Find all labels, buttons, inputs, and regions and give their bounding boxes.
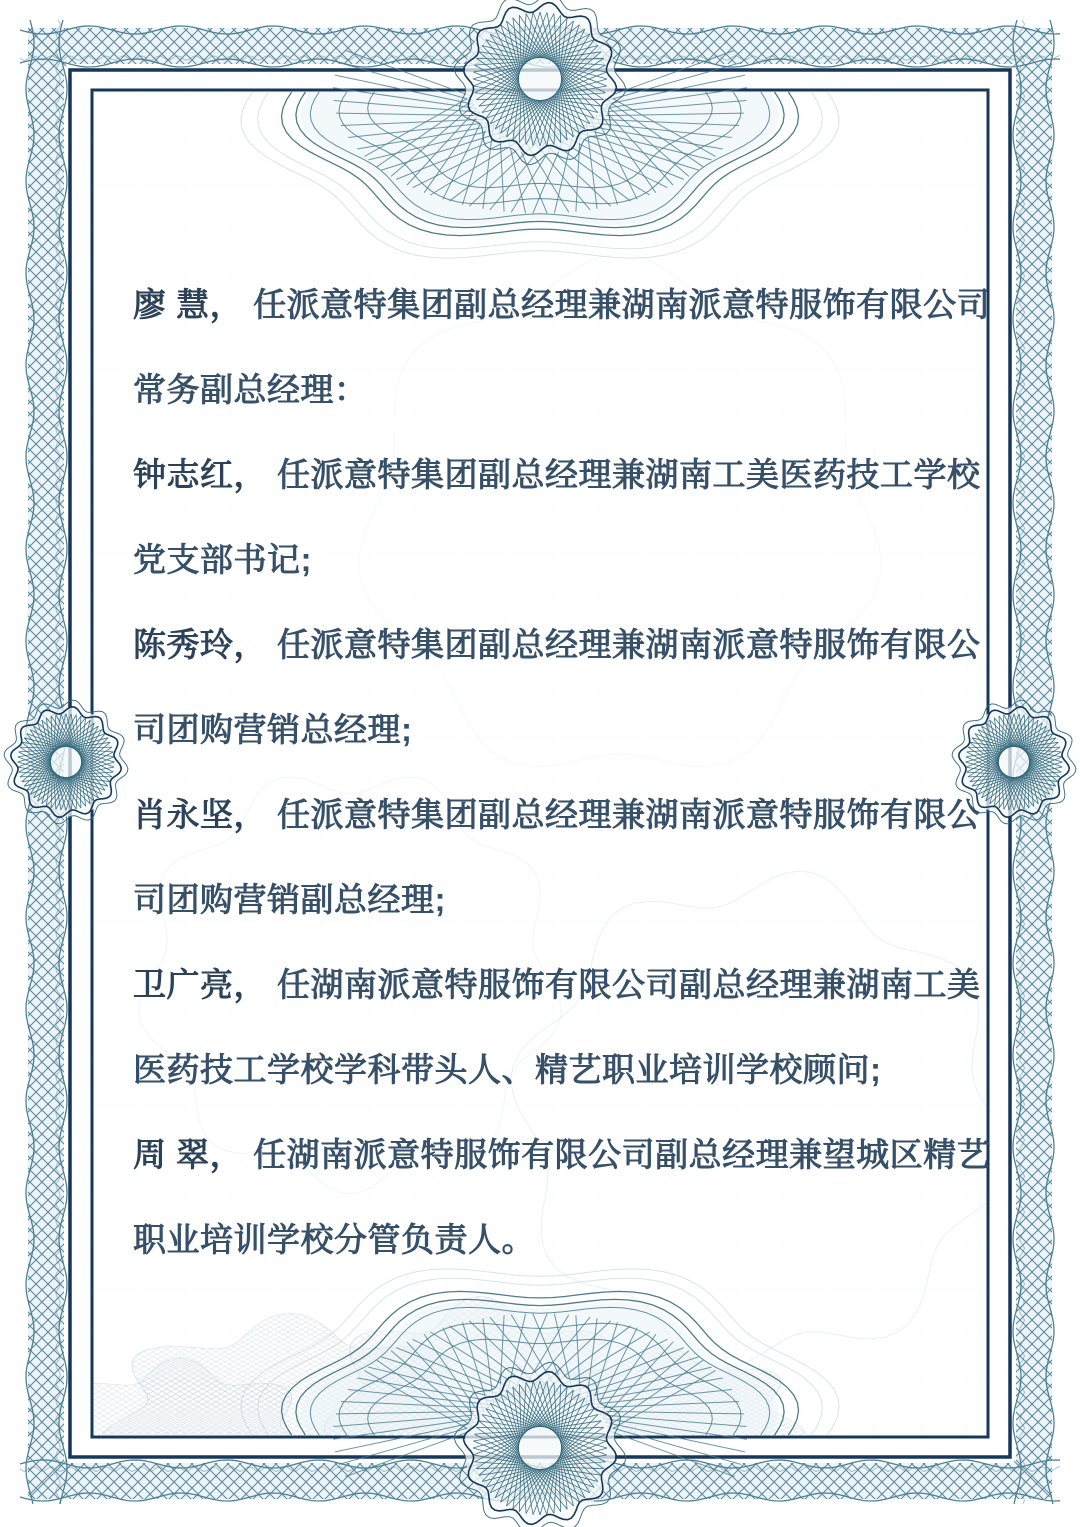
appointment-title: 司团购营销总经理; (133, 711, 413, 748)
appointment-title: 任湖南派意特服饰有限公司副总经理兼湖南工美 (277, 966, 981, 1003)
appointment-line (133, 1027, 963, 1112)
person-name: 钟志红， (133, 456, 267, 493)
person-name: 廖 慧， (133, 286, 244, 323)
appointment-line (133, 772, 981, 857)
appointment-line (133, 517, 963, 602)
appointment-title: 党支部书记; (133, 541, 312, 578)
appointment-line (133, 942, 981, 1027)
appointment-line (133, 432, 981, 517)
appointment-line (133, 262, 991, 347)
appointment-title: 任派意特集团副总经理兼湖南派意特服饰有限公司 (253, 286, 991, 323)
appointment-title: 常务副总经理： (133, 371, 368, 408)
person-name: 陈秀玲， (133, 626, 267, 663)
appointment-title: 任湖南派意特服饰有限公司副总经理兼望城区精艺 (253, 1136, 991, 1173)
person-name: 周 翠， (133, 1136, 244, 1173)
appointment-title: 医药技工学校学科带头人、精艺职业培训学校顾问; (133, 1051, 882, 1088)
appointment-line (133, 857, 963, 942)
appointment-title: 任派意特集团副总经理兼湖南派意特服饰有限公 (277, 796, 981, 833)
appointment-line (133, 687, 963, 772)
appointment-text-block (133, 262, 991, 1282)
appointment-line (133, 1197, 963, 1282)
appointment-title: 任派意特集团副总经理兼湖南工美医药技工学校 (277, 456, 981, 493)
appointment-line (133, 347, 963, 432)
person-name: 卫广亮， (133, 966, 267, 1003)
appointment-title: 职业培训学校分管负责人。 (133, 1221, 535, 1258)
appointment-title: 司团购营销副总经理; (133, 881, 446, 918)
appointment-line (133, 1112, 991, 1197)
person-name: 肖永坚， (133, 796, 267, 833)
appointment-line (133, 602, 981, 687)
appointment-title: 任派意特集团副总经理兼湖南派意特服饰有限公 (277, 626, 981, 663)
